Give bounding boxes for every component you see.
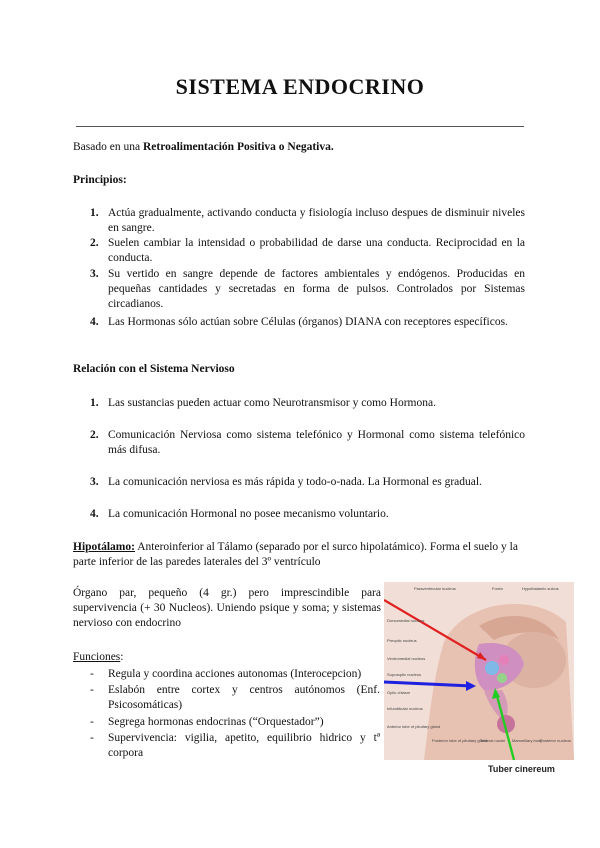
- dash-bullet: -: [90, 716, 94, 728]
- label-dorsomedial: Dorsomedial nucleus: [387, 618, 425, 623]
- title-divider: [76, 126, 524, 127]
- principios-heading: Principios:: [73, 174, 127, 186]
- principios-item-4: [90, 315, 525, 330]
- relacion-heading: Relación con el Sistema Nervioso: [73, 363, 235, 375]
- list-text: Suelen cambiar la intensidad o probabilidad de darse una conducta. Reciprocidad en la conducta.: [108, 237, 525, 264]
- list-text: Las Hormonas sólo actúan sobre Células (órganos) DIANA con receptores específicos.: [108, 316, 508, 328]
- label-supraoptic: Supraoptic nucleus: [387, 672, 422, 677]
- principios-item-1: [90, 206, 525, 236]
- list-text: Su vertido en sangre depende de factores ambientales y endógenos. Producidas en pequeñas cantidades y secretadas en forma de pulsos. Controlados por Sistemas circadianos.: [108, 268, 525, 310]
- label-infundibular: Infundibular nucleus: [387, 706, 423, 711]
- list-number: 3.: [90, 268, 99, 280]
- dash-bullet: -: [90, 732, 94, 744]
- label-tuberal: Tuberal nuclei: [480, 738, 505, 743]
- principios-item-3: [90, 267, 525, 312]
- dorsomedial-nucleus-shape: [499, 655, 509, 665]
- dash-bullet: -: [90, 684, 94, 696]
- funciones-label: Funciones: [73, 651, 121, 663]
- list-text: Regula y coordina acciones autonomas (Interocepcion): [108, 668, 362, 680]
- label-posterior-nucleus: Posterior nucleus: [540, 738, 571, 743]
- list-text: Eslabón entre cortex y centros autónomos (Enf. Psicosomáticas): [108, 684, 380, 711]
- list-number: 1.: [90, 397, 99, 409]
- list-number: 2.: [90, 237, 99, 249]
- list-number: 1.: [90, 207, 99, 219]
- infundibular-nucleus-shape: [497, 673, 507, 683]
- intro-bold: Retroalimentación Positiva o Negativa.: [142, 141, 334, 153]
- list-text: La comunicación Hormonal no posee mecanismo voluntario.: [108, 508, 389, 520]
- organo-paragraph: Órgano par, pequeño (4 gr.) pero imprescindible para supervivencia (+ 30 Nucleos). Uniendo psique y soma; y sistemas nervioso con endocrino: [73, 587, 381, 629]
- label-posterior-lobe: Posterior lobe of pituitary gland: [432, 738, 488, 743]
- hipotalamo-paragraph: [73, 540, 525, 570]
- intro-paragraph: [73, 140, 525, 155]
- relacion-item-1: [90, 396, 525, 411]
- funciones-colon: :: [120, 651, 124, 663]
- list-text: Segrega hormonas endocrinas (“Orquestador”): [108, 716, 324, 728]
- label-mammillary: Mammillary body: [512, 738, 543, 743]
- hipotalamo-label: Hipotálamo:: [73, 541, 135, 553]
- relacion-item-2: [90, 428, 525, 458]
- intro-prefix: Basado en una: [73, 141, 143, 153]
- list-number: 2.: [90, 429, 99, 441]
- label-paraventricular: Paraventricular nucleus: [414, 586, 456, 591]
- list-text: Actúa gradualmente, activando conducta y fisiología incluso despues de disminuir niveles en sangre.: [108, 207, 525, 234]
- figure-caption: Tuber cinereum: [488, 764, 555, 774]
- relacion-item-3: [90, 475, 525, 490]
- hypothalamus-figure: [384, 582, 574, 778]
- list-number: 4.: [90, 508, 99, 520]
- label-optic-chiasm: Optic chiasm: [387, 690, 411, 695]
- page-title: SISTEMA ENDOCRINO: [175, 74, 425, 99]
- hipotalamo-text: Anteroinferior al Tálamo (separado por el surco hipolatámico). Forma el suelo y la parte inferior de las paredes laterales del 3º ventrículo: [73, 541, 518, 568]
- relacion-item-4: [90, 507, 525, 522]
- ventromedial-nucleus-shape: [485, 661, 499, 675]
- list-text: Las sustancias pueden actuar como Neurotransmisor y como Hormona.: [108, 397, 436, 409]
- label-fornix: Fornix: [492, 586, 504, 591]
- principios-item-2: [90, 236, 525, 266]
- label-anterior-lobe: Anterior lobe of pituitary gland: [387, 724, 441, 729]
- list-text: Supervivencia: vigilia, apetito, equilibrio hidrico y tª corpora: [108, 732, 380, 759]
- label-ventromedial: Ventromedial nucleus: [387, 656, 426, 661]
- list-number: 3.: [90, 476, 99, 488]
- dash-bullet: -: [90, 668, 94, 680]
- list-text: Comunicación Nerviosa como sistema telefónico y Hormonal como sistema telefónico más difusa.: [108, 429, 525, 456]
- label-hypothalamic-sulcus: Hypothalamic sulcus: [522, 586, 559, 591]
- label-preoptic: Preoptic nucleus: [387, 638, 417, 643]
- list-number: 4.: [90, 316, 99, 328]
- list-text: La comunicación nerviosa es más rápida y todo-o-nada. La Hormonal es gradual.: [108, 476, 482, 488]
